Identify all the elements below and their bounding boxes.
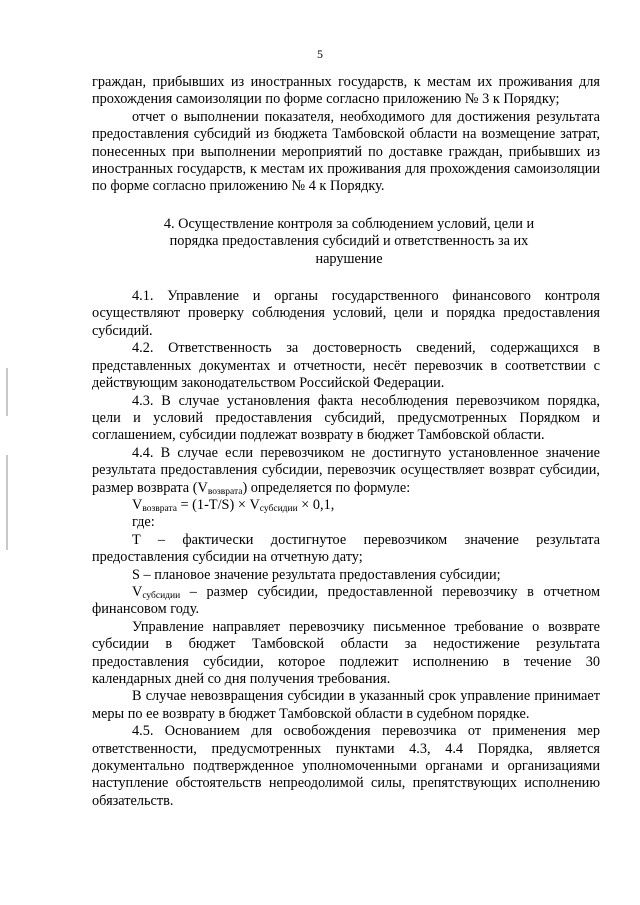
section-heading: 4. Осуществление контроля за соблюдением условий, цели и порядка предоставления субсидий и ответственность за их нарушение <box>163 215 535 267</box>
paragraph: В случае невозвращения субсидии в указанный срок управление принимает меры по ее возврату в бюджет Тамбовской области в судебном порядке. <box>92 688 600 722</box>
paragraph: отчет о выполнении показателя, необходимого для достижения результата предоставления субсидий из бюджета Тамбовской области на возмещение затрат, понесенных при выполнении мероприятий по доставке граждан, прибывших из иностранных государств, к местам их проживания для прохождения самоизоляции по форме согласно приложению № 4 к Порядку. <box>92 108 600 195</box>
margin-mark <box>6 455 8 550</box>
subscript: возврата <box>207 486 243 497</box>
paragraph: 4.1. Управление и органы государственного финансового контроля осуществляют проверку соблюдения условий, цели и порядка предоставления субсидий. <box>92 288 600 339</box>
text: ) определяется по формуле: <box>242 479 411 496</box>
text: 4.4. В случае если перевозчиком не достигнуто установленное значение результата предоставления субсидии, перевозчик осуществляет возврат субсидии, размер возврата (V <box>92 444 600 496</box>
page-number: 5 <box>317 47 323 61</box>
paragraph <box>92 445 600 497</box>
formula-v: V <box>132 496 143 513</box>
paragraph: 4.2. Ответственность за достоверность сведений, содержащихся в представленных документах и отчетности, несёт перевозчик в соответствии с действующим законодательством Российской Федерации. <box>92 340 600 392</box>
paragraph: 4.3. В случае установления факта несоблюдения перевозчиком порядка, цели и условий предоставления субсидий, предусмотренных Порядком и соглашением, субсидии подлежат возврату в бюджет Тамбовской области. <box>92 392 600 444</box>
paragraph: граждан, прибывших из иностранных государств, к местам их проживания для прохождения самоизоляции по форме согласно приложению № 3 к Порядку; <box>92 74 600 108</box>
formula-end: × 0,1, <box>297 496 335 513</box>
definition-v <box>92 584 600 619</box>
definition-t: T – фактически достигнутое перевозчиком значение результата предоставления субсидии на отчетную дату; <box>92 531 600 566</box>
text: V <box>132 583 143 600</box>
paragraph: 4.5. Основанием для освобождения перевозчика от применения мер ответственности, предусмотренных пунктами 4.3, 4.4 Порядка, является документально подтвержденное уполномоченными органами и организациями наступление обстоятельств непреодолимой силы, препятствующих исполнению обязательств. <box>92 723 600 809</box>
paragraph: где: <box>132 514 155 531</box>
subscript: возврата <box>142 503 177 514</box>
definition-s: S – плановое значение результата предоставления субсидии; <box>132 566 501 583</box>
document-body <box>92 74 600 810</box>
subscript: субсидии <box>142 590 181 601</box>
text: – размер субсидии, предоставленной перевозчику в отчетном финансовом году. <box>92 583 600 618</box>
subscript: субсидии <box>259 503 298 514</box>
paragraph: Управление направляет перевозчику письменное требование о возврате субсидии в бюджет Тамбовской области за недостижение результата предоставления субсидии, которое подлежит исполнению в течение 30 календарных дней со дня получения требования. <box>92 618 600 687</box>
formula <box>92 497 600 514</box>
margin-mark <box>6 368 8 416</box>
formula-mid: = (1-T/S) × V <box>176 496 260 513</box>
